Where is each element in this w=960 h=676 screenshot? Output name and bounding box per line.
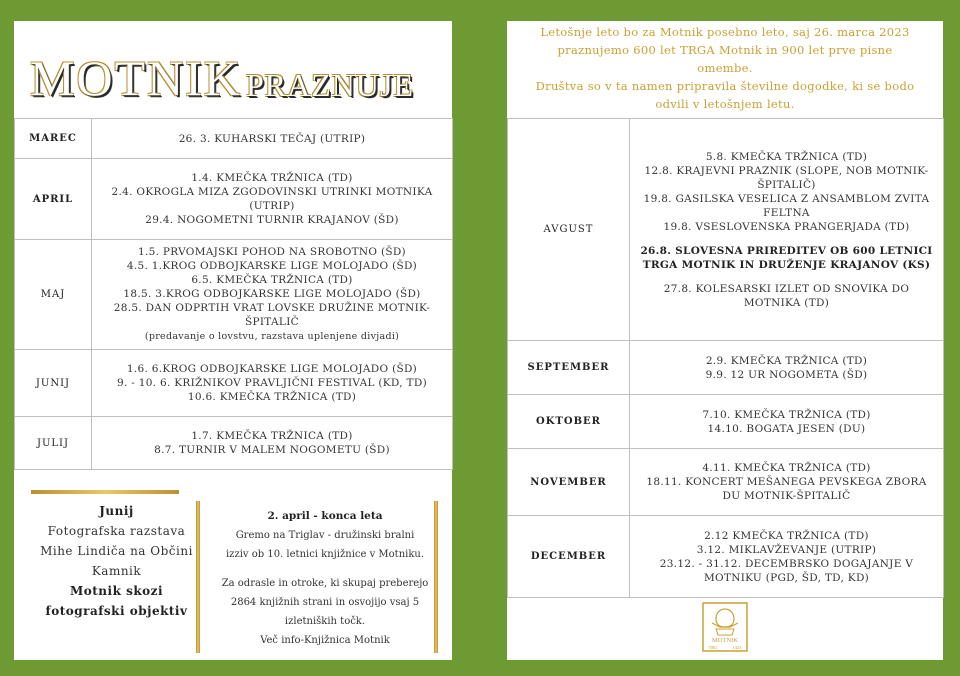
challenge-text: izletniških točk.: [284, 616, 366, 627]
event-item: 28.5. DAN ODPRTIH VRAT LOVSKE DRUŽINE MOTNIK-: [113, 302, 431, 314]
event-item: 8.7. TURNIR V MALEM NOGOMETU (ŠD): [154, 444, 390, 456]
event-item: 9. - 10. 6. KRIŽNIKOV PRAVLJIČNI FESTIVAL (KD, TD): [117, 377, 427, 389]
event-item: 1.7. KMEČKA TRŽNICA (TD): [191, 430, 353, 442]
event-item: 9.9. 12 UR NOGOMETA (ŠD): [705, 368, 868, 381]
month-label: AVGUST: [508, 119, 630, 341]
event-list: [92, 119, 453, 159]
title-motnik: MOTNIK: [30, 50, 242, 106]
event-item: 19.8. VSESLOVENSKA PRANGERJADA (TD): [663, 220, 910, 233]
intro-line: praznujemo 600 let TRGA Motnik in 900 let prve pisne: [557, 43, 893, 57]
exhibit-text: Mihe Lindiča na Občini: [40, 544, 193, 558]
month-label: MAREC: [15, 119, 92, 159]
event-item: 12.8. KRAJEVNI PRAZNIK (SLOPE, NOB MOTNIK-: [644, 164, 929, 177]
table-row: [15, 417, 453, 470]
event-item: 1.5. PRVOMAJSKI POHOD NA SROBOTNO (ŠD): [138, 246, 406, 258]
logo-name: MOTNIK: [712, 637, 738, 644]
month-label: MAJ: [15, 240, 92, 350]
event-item-highlight: TRGA MOTNIK IN DRUŽENJE KRAJANOV (KS): [642, 258, 931, 271]
photo-exhibition-box: [34, 501, 199, 621]
gold-divider: [31, 490, 179, 494]
event-list: [92, 159, 453, 240]
event-item: ŠPITALIČ: [245, 316, 299, 328]
intro-line: Društva so v ta namen pripravila številne dogodke, ki se bodo: [535, 79, 915, 93]
event-item: 4.11. KMEČKA TRŽNICA (TD): [702, 462, 871, 474]
month-label: JUNIJ: [15, 350, 92, 417]
event-item: 5.8. KMEČKA TRŽNICA (TD): [705, 150, 868, 163]
event-list: [92, 240, 453, 350]
event-item: 2.12 KMEČKA TRŽNICA (TD): [704, 529, 869, 542]
event-item: 3.12. MIKLAVŽEVANJE (UTRIP): [696, 543, 877, 556]
intro-text: [515, 23, 935, 113]
event-list: [630, 449, 944, 516]
intro-line: Letošnje leto bo za Motnik posebno leto, saj 26. marca 2023: [540, 25, 910, 39]
event-item: ŠPITALIČ): [757, 178, 816, 191]
month-label: SEPTEMBER: [508, 341, 630, 395]
event-item: 26. 3. KUHARSKI TEČAJ (UTRIP): [178, 132, 366, 145]
table-row: [508, 341, 944, 395]
intro-line: omembe.: [697, 61, 753, 75]
challenge-info: Več info-Knjižnica Motnik: [260, 635, 390, 646]
challenge-text: 2864 knjižnih strani in osvojijo vsaj 5: [230, 597, 420, 608]
month-label: JULIJ: [15, 417, 92, 470]
table-row: [15, 159, 453, 240]
event-item: MOTNIKU (PGD, ŠD, TD, KD): [703, 571, 870, 584]
event-item: MOTNIKA (TD): [743, 296, 830, 309]
table-row: [508, 516, 944, 598]
event-note: (predavanje o lovstvu, razstava uplenjene divjadi): [144, 331, 400, 342]
event-list: [630, 395, 944, 449]
exhibit-text: Fotografska razstava: [47, 524, 186, 538]
event-item: 19.8. GASILSKA VESELICA Z ANSAMBLOM ZVITA: [643, 192, 930, 205]
title-praznuje: PRAZNUJE: [246, 67, 415, 103]
event-list: [92, 350, 453, 417]
month-label: NOVEMBER: [508, 449, 630, 516]
intro-line: odvili v letošnjem letu.: [655, 97, 795, 111]
challenge-text: Za odrasle in otroke, ki skupaj preberejo: [221, 578, 429, 589]
event-item: 18.11. KONCERT MEŠANEGA PEVSKEGA ZBORA: [646, 476, 927, 488]
month-label: APRIL: [15, 159, 92, 240]
challenge-text: Gremo na Triglav - družinski bralni: [235, 530, 415, 541]
event-item: 23.12. - 31.12. DECEMBRSKO DOGAJANJE V: [659, 557, 914, 570]
exhibit-title: fotografski objektiv: [45, 604, 188, 618]
event-item: (UTRIP): [249, 200, 295, 212]
right-page: [507, 21, 943, 660]
event-item: 2.9. KMEČKA TRŽNICA (TD): [705, 354, 868, 367]
month-label: OKTOBER: [508, 395, 630, 449]
exhibit-text: Kamnik: [91, 564, 142, 578]
event-item: 18.5. 3.KROG ODBOJKARSKE LIGE MOLOJADO (ŠD): [123, 288, 421, 300]
event-item: 7.10. KMEČKA TRŽNICA (TD): [702, 408, 871, 421]
event-item: FELTNA: [763, 206, 810, 219]
table-row: [15, 240, 453, 350]
left-page: [14, 21, 452, 660]
event-item: 27.8. KOLESARSKI IZLET OD SNOVIKA DO: [663, 282, 910, 295]
event-item: 4.5. 1.KROG ODBOJKARSKE LIGE MOLOJADO (ŠD): [126, 260, 418, 272]
challenge-text: izziv ob 10. letnici knjižnice v Motniku.: [225, 549, 425, 560]
event-item: [92, 329, 452, 344]
motnik-crest-logo: [700, 601, 750, 653]
event-item: 29.4. NOGOMETNI TURNIR KRAJANOV (ŠD): [145, 214, 399, 226]
reading-challenge-box: [210, 507, 440, 650]
event-list: [630, 341, 944, 395]
table-row: [15, 119, 453, 159]
event-list: [630, 516, 944, 598]
event-list: [630, 119, 944, 341]
event-item-highlight: 26.8. SLOVESNA PRIREDITEV OB 600 LETNICI: [640, 244, 933, 257]
table-row: [508, 449, 944, 516]
event-item: DU MOTNIK-ŠPITALIČ: [722, 490, 851, 502]
table-row: [15, 350, 453, 417]
event-item: 2.4. OKROGLA MIZA ZGODOVINSKI UTRINKI MOTNIKA: [111, 186, 433, 198]
challenge-heading: 2. april - konca leta: [267, 510, 383, 522]
table-row: [508, 395, 944, 449]
table-row: [508, 119, 944, 341]
event-item: 14.10. BOGATA JESEN (DU): [707, 422, 866, 435]
event-list: [92, 417, 453, 470]
logo-right: 1423: [732, 645, 742, 650]
month-label: DECEMBER: [508, 516, 630, 598]
exhibit-title: Motnik skozi: [69, 584, 164, 598]
schedule-table-right: [507, 118, 944, 598]
event-item: 1.6. 6.KROG ODBOJKARSKE LIGE MOLOJADO (ŠD): [126, 363, 418, 375]
schedule-table-left: [14, 118, 453, 470]
event-item: 6.5. KMEČKA TRŽNICA (TD): [191, 274, 353, 286]
logo-left: TRG: [708, 645, 718, 650]
page-title: [14, 49, 452, 109]
event-item: 10.6. KMEČKA TRŽNICA (TD): [187, 391, 357, 403]
exhibit-month: Junij: [99, 504, 134, 518]
event-item: 1.4. KMEČKA TRŽNICA (TD): [191, 172, 353, 184]
